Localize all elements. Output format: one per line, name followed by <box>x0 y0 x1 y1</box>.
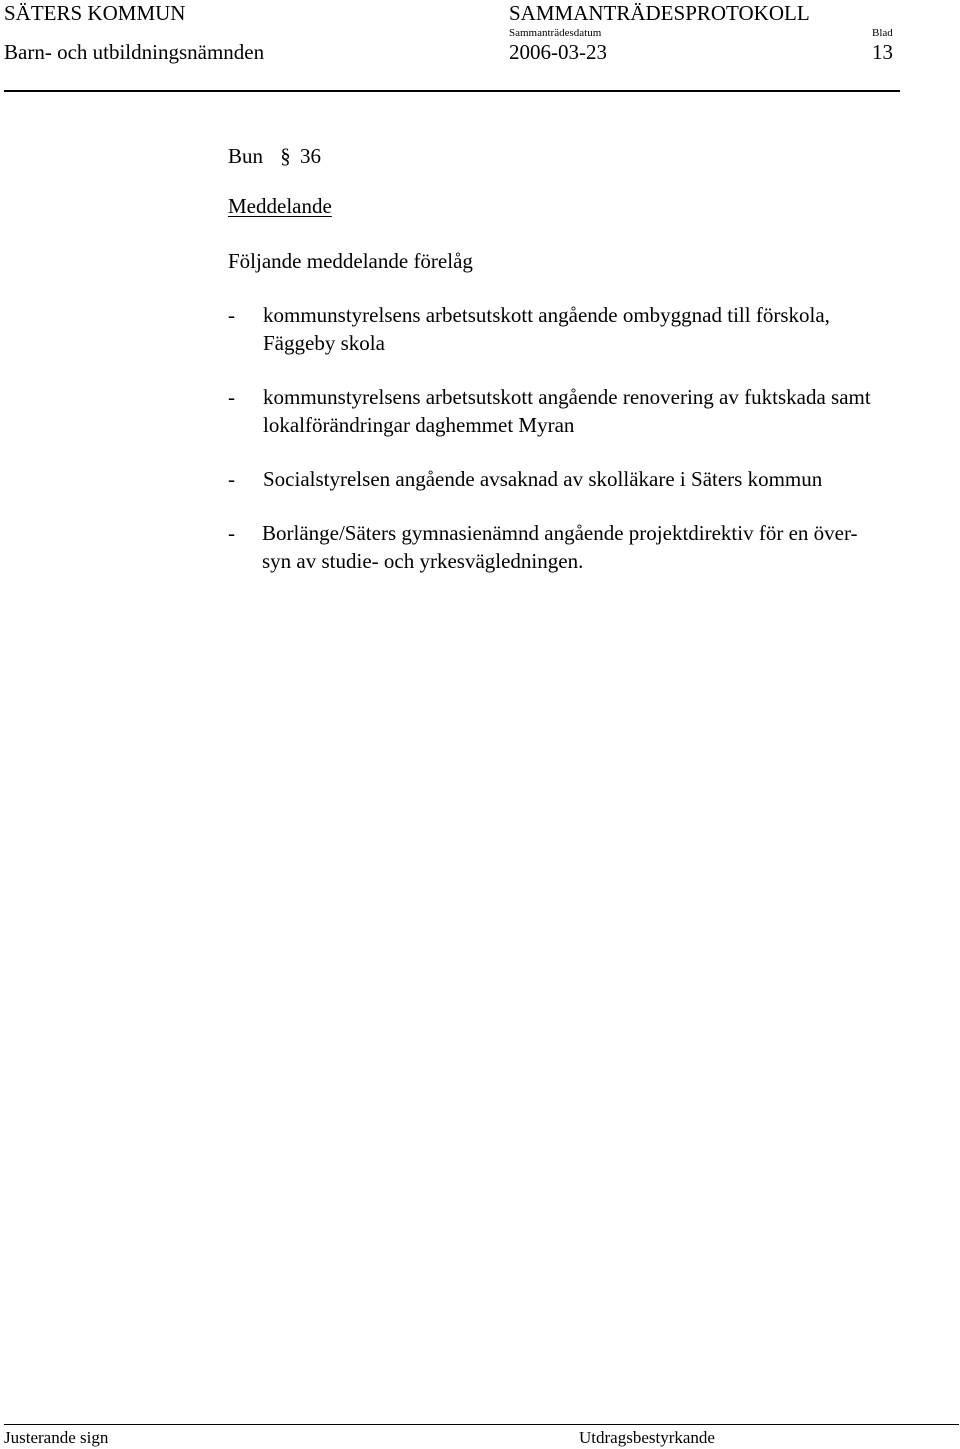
list-item-dash: - <box>228 303 235 327</box>
list-item-dash: - <box>228 467 235 491</box>
org-name: SÄTERS KOMMUN <box>4 1 186 25</box>
list-item-line: kommunstyrelsens arbetsutskott angående ombyggnad till förskola, <box>263 303 830 327</box>
section-number <box>228 144 321 169</box>
document-type: SAMMANTRÄDESPROTOKOLL <box>509 1 810 25</box>
list-item-line: syn av studie- och yrkesvägledningen. <box>262 549 584 573</box>
list-item-line: kommunstyrelsens arbetsutskott angående renovering av fuktskada samt <box>263 385 871 409</box>
footer-justerande-sign: Justerande sign <box>4 1428 109 1447</box>
meeting-date: 2006-03-23 <box>509 40 607 64</box>
section-prefix: Bun <box>228 144 264 168</box>
header-divider <box>4 90 900 92</box>
section-num: 36 <box>300 144 322 168</box>
list-item-dash: - <box>228 521 235 545</box>
list-item-line: Fäggeby skola <box>263 331 385 355</box>
paragraph-symbol: § <box>280 144 291 168</box>
list-item-line: Borlänge/Säters gymnasienämnd angående projektdirektiv för en över- <box>262 521 858 545</box>
date-label: Sammanträdesdatum <box>509 27 602 39</box>
footer-divider <box>4 1424 959 1425</box>
page-number: 13 <box>872 40 893 64</box>
list-item-line: Socialstyrelsen angående avsaknad av skolläkare i Säters kommun <box>263 467 823 491</box>
page-label: Blad <box>872 27 893 39</box>
section-intro: Följande meddelande förelåg <box>228 249 473 273</box>
footer-utdragsbestyrkande: Utdragsbestyrkande <box>579 1428 715 1447</box>
list-item-line: lokalförändringar daghemmet Myran <box>263 413 575 437</box>
section-heading: Meddelande <box>228 194 332 218</box>
list-item-dash: - <box>228 385 235 409</box>
committee-name: Barn- och utbildningsnämnden <box>4 40 265 64</box>
